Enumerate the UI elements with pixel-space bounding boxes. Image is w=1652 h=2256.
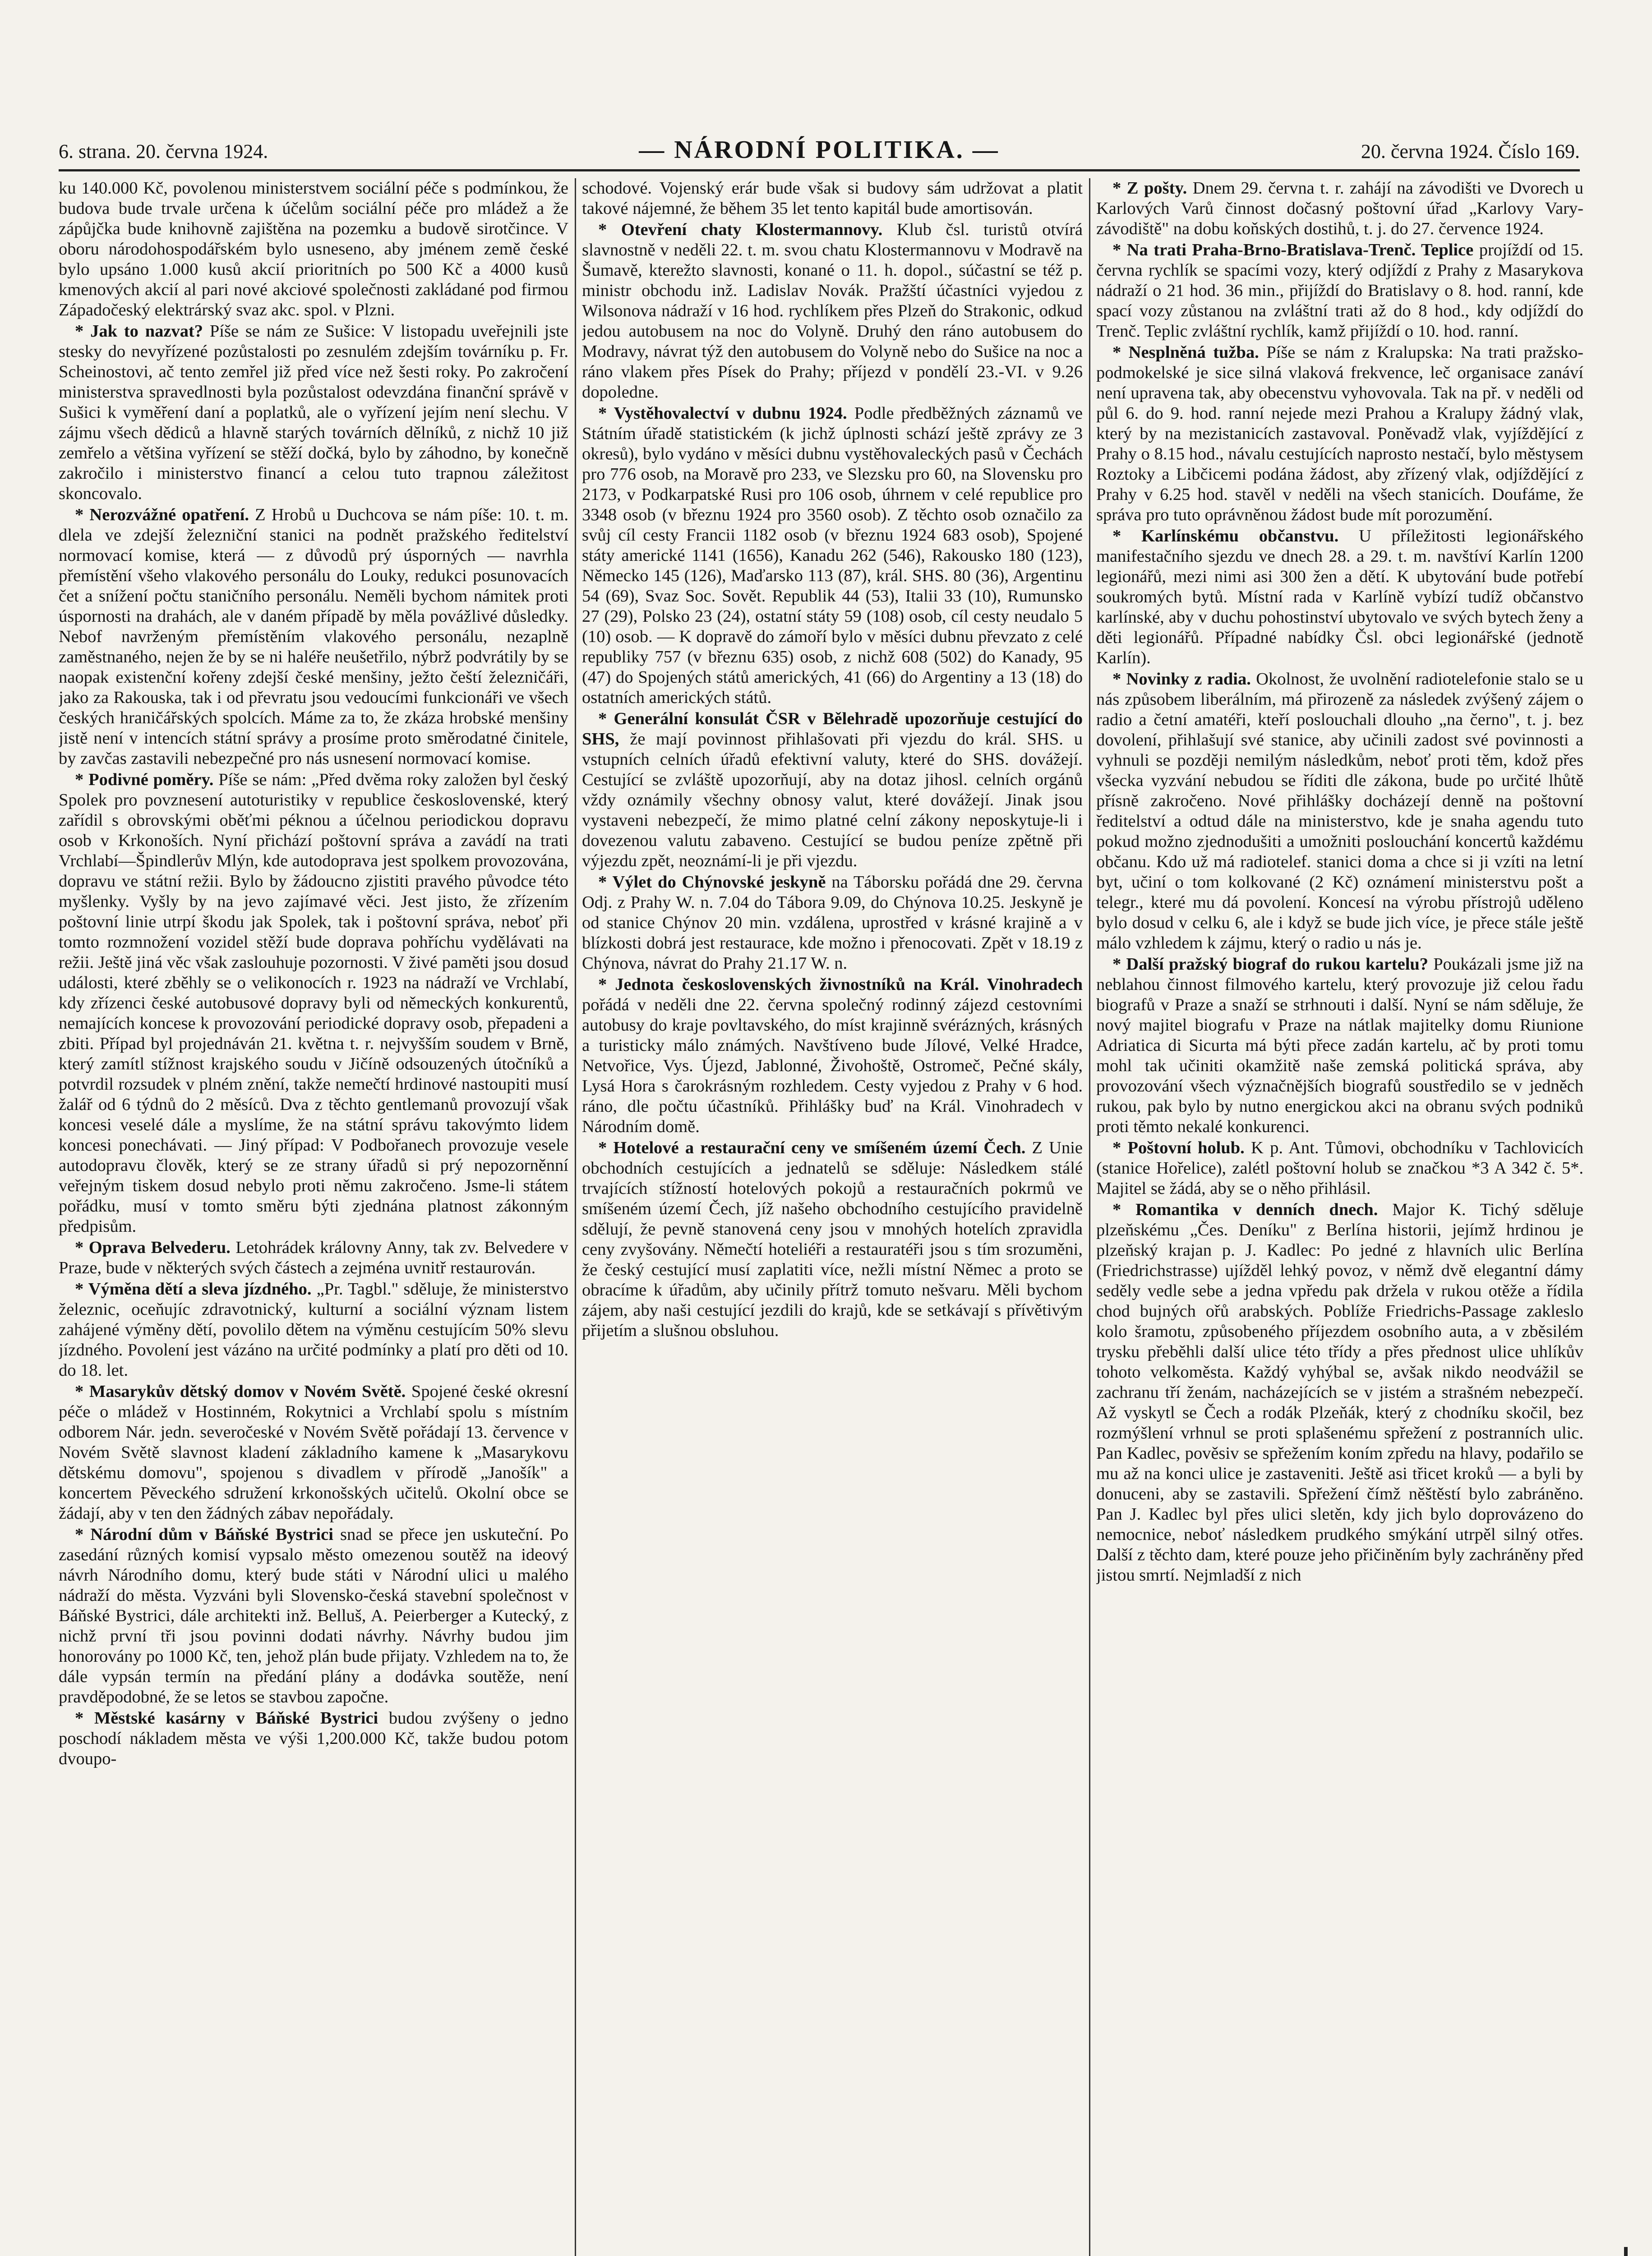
article-paragraph (1096, 1138, 1583, 1199)
article-paragraph (59, 1279, 568, 1381)
article-paragraph (582, 403, 1083, 708)
article-body: že mají povinnost přihlašovati při vjezdu do král. SHS. u vstupních celních úřadů efektivní valuty, které do SHS. dovážejí. Cestující se zvláště upozorňují, aby na dotaz jihosl. celních orgánů vždy oznámily všechny obnosy valut, které dovážejí. Jinak jsou vystaveni nebezpečí, že mimo platné celní zákony neposkytuje-li i dovezenou valutu zabaveno. Cestující se budou peníze zpětně při výjezdu zpět, neoznámí-li je při vjezdu. (582, 730, 1083, 870)
article-paragraph (1096, 178, 1583, 239)
article-paragraph (1096, 1200, 1583, 1586)
article-body: Poukázali jsme již na neblahou činnost filmového kartelu, který provozuje již celou řadu biografů v Praze a snaží se strhnouti i další. Nyní se nám sděluje, že nový majitel biografu v Praze na nátlak majitelky domu Riunione Adriatica di Sicurta má býti přece zadán kartelu, ač by proti tomu mohl tak učiniti okamžitě naše zemská politická správa, aby provozování všech význačnějších biografů soustředilo se v jedněch rukou, pak bylo by nutno energickou akci na obranu svých podniků proti těmto nekalé konkurenci. (1096, 955, 1583, 1136)
article-headline: * Výměna dětí a sleva jízdného. (75, 1280, 312, 1299)
article-paragraph (582, 975, 1083, 1137)
article-column-1 (59, 178, 568, 2256)
article-paragraph (59, 321, 568, 504)
article-paragraph (59, 1525, 568, 1707)
article-body: Okolnost, že uvolnění radiotelefonie stalo se u nás způsobem liberálním, má přirozeně za následek zvýšený zájem o radio a četní amatéři, kteří poslouchali dlouho „na černo", t. j. bez dovolení, přihlašují své stanice, aby učinili zadost své povinnosti a vyhnuli se později nemilým následkům, neboť proti těm, kdož přes všecka vyzvání nebudou se říditi dle zákona, bude po určité lhůtě přísně zakročeno. Nové přihlášky docházejí denně na poštovní ředitelství a odtud dále na ministerstvo, kde je snaha agendu tuto pokud možno zjednodušiti a umožniti poslouchání koncertů každému občanu. Kdo už má radiotelef. stanici doma a chce si ji vzíti na letní byt, učiní o tom kolkované (2 Kč) oznámení ministerstvu pošt a telegr., které mu dá povolení. Koncesí na výrobu přístrojů uděleno bylo dosud v celku 6, ale i když se bude jich více, je přece stále ještě málo vzhledem k zájmu, který o radio u nás je. (1096, 670, 1583, 952)
article-headline: * Výlet do Chýnovské jeskyně (598, 873, 826, 892)
article-paragraph (59, 1382, 568, 1524)
article-paragraph (59, 505, 568, 769)
article-body: K p. Ant. Tůmovi, obchodníku v Tachlovicích (stanice Hořelice), zalétl poštovní holub se značkou *3 A 342 č. 5*. Majitel se žádá, aby se o něho přihlásil. (1096, 1138, 1583, 1198)
article-headline: * Městské kasárny v Báňské Bystrici (75, 1709, 378, 1728)
article-headline: * Romantika v denních dnech. (1112, 1200, 1378, 1219)
article-column-3 (1096, 178, 1583, 2256)
article-paragraph (582, 872, 1083, 974)
article-body: pořádá v neděli dne 22. června společný rodinný zájezd cestovními autobusy do kraje povltavského, do míst krajinně svérázných, krásných a turisticky málo známých. Navštíveno bude Jílové, Velké Hradce, Netvořice, Vys. Újezd, Jablonné, Živohoště, Ostromeč, Pečné skály, Lysá Hora s čarokrásným rozhledem. Cesty vyjedou z Prahy v 6 hod. ráno, dle počtu účastníků. Přihlášky buď na Král. Vinohradech v Národním domě. (582, 995, 1083, 1136)
article-paragraph (59, 1238, 568, 1278)
date-issue-number: 20. června 1924. Číslo 169. (1361, 140, 1580, 162)
article-paragraph (582, 178, 1083, 219)
article-body: snad se přece jen uskuteční. Po zasedání různých komisí vypsalo město omezenou soutěž na ideový návrh Národního domu, který bude státi v Národní ulici u malého nádraží do města. Vyzváni byli Slovensko-česká stavební společnost v Báňské Bystrici, dále architekti inž. Belluš, A. Peierberger a Kutecký, z nichž první tři jsou povinni dodati návrhy. Návrhy budou jim honorovány po 1000 Kč, ten, jehož plán bude přijaty. Vzhledem na to, že dále vypsán termín na předání plány a dodávka soutěže, není pravděpodobné, že se letos se stavbou započne. (59, 1525, 568, 1706)
article-headline: * Na trati Praha-Brno-Bratislava-Trenč. Teplice (1112, 240, 1474, 259)
article-body: ku 140.000 Kč, povolenou ministerstvem sociální péče s podmínkou, že budova bude trvale určena k účelům sociální péče pro mládež a že zápůjčka bude knihovně zajištěna na pozemku a budově sirotčince. V oboru národohospodářském bylo usneseno, aby jménem země české bylo upsáno 1.000 kusů akcií prioritních po 500 Kč a 4000 kusů kmenových akcií al pari nové akciové společnosti zakládané pod firmou Západočeský elektrárský svaz akc. spol. v Plzni. (59, 179, 568, 319)
article-headline: * Nesplněná tužba. (1112, 343, 1259, 362)
article-body: na Táborsku pořádá dne 29. června Odj. z Prahy W. n. 7.04 do Tábora 9.09, do Chýnova 10.25. Jeskyně je od stanice Chýnov 20 min. vzdálena, uprostřed v krásné krajině a v blízkosti dobrá jest restaurace, kde možno i přenocovati. Zpět v 18.19 z Chýnova, návrat do Prahy 21.17 W. n. (582, 873, 1083, 973)
article-headline: * Jednota československých živnostníků na Král. Vinohradech (598, 975, 1083, 994)
article-headline: * Z pošty. (1112, 179, 1187, 198)
article-paragraph (59, 770, 568, 1237)
article-paragraph (582, 220, 1083, 402)
article-body: Letohrádek královny Anny, tak zv. Belvedere v Praze, bude v některých svých částech a zejména uvnitř restaurován. (59, 1238, 568, 1277)
article-body: budou zvýšeny o jedno poschodí nákladem města ve výši 1,200.000 Kč, takže budou potom dvoupo- (59, 1709, 568, 1768)
article-body: Podle předběžných záznamů ve Státním úřadě statistickém (k jichž úplnosti schází ještě zprávy ze 3 okresů), bylo vydáno v měsíci dubnu vystěhovaleckých pasů v Čechách pro 776 osob, na Moravě pro 233, ve Slezsku pro 60, na Slovensku pro 2173, v Podkarpatské Rusi pro 106 osob, úhrnem v celé republice pro 3348 osob (v březnu 1924 pro 3560 osob). Z těchto osob označilo za svůj cíl cesty Francii 1182 osob (v březnu 1924 683 osob), Spojené státy americké 1141 (1656), Kanadu 262 (546), Rakousko 180 (123), Německo 145 (126), Maďarsko 113 (87), král. SHS. 80 (36), Argentinu 54 (69), Svaz Soc. Sovět. Republik 44 (53), Italii 33 (10), Rumunsko 27 (29), Polsko 23 (24), ostatní státy 59 (108) osob, cíl cesty neudalo 5 (10) osob. — K dopravě do zámoří bylo v měsíci dubnu převzato z celé republiky 757 (v březnu 635) osob, z nichž 608 (502) do Kanady, 95 (47) do Spojených států amerických, 41 (66) do Argentiny a 13 (18) do ostatních amerických států. (582, 404, 1083, 707)
article-headline: * Masarykův dětský domov v Novém Světě. (75, 1382, 406, 1401)
article-headline: * Vystěhovalectví v dubnu 1924. (598, 404, 847, 423)
article-headline: * Poštovní holub. (1112, 1138, 1245, 1157)
page-number-date: 6. strana. 20. června 1924. (59, 140, 268, 162)
article-body: Z Unie obchodních cestujících a jednatelů se sděluje: Následkem stálé trvajících stížností hotelových pokojů a restauračních pokrmů ve smíšeném území Čech, jíž našeho obchodního cestujícího pravidelně sdělují, že pevně stanovená ceny jsou v mnohých hotelích zpravidla ceny zvyšovány. Němečtí hoteliéři a restauratéři jsou s tím srozuměni, že český cestující musí zaplatiti více, nežli místní Němec a proto se obracíme k úřadům, aby učinily přítrž tomuto nešvaru. Měli bychom zájem, aby naši cestující jezdili do krajů, kde se setkávají s přívětivým přijetím a slušnou obsluhou. (582, 1138, 1083, 1340)
article-body: Píše se nám z Kralupska: Na trati pražsko-podmokelské je sice silná vlaková frekvence, leč organisace zanáví není upravena tak, aby obecenstvu vyhovovala. Tak na př. v neděli od půl 6. do 9. hod. ranní nejede mezi Prahou a Kralupy žádný vlak, který by na mezistanicích zastavoval. Poněvadž vlak, vyjíždějící z Prahy o 8.15 hod., návalu cestujících naprosto nestačí, bylo městysem Roztoky a Libčicemi podána žádost, aby zřízený vlak, odjíždějící z Prahy v 6.25 hod. stavěl v neděli na všech stanicích. Doufáme, že správa pro tuto oprávněnou žádost bude mít porozumění. (1096, 343, 1583, 524)
column-separator (575, 178, 576, 2256)
article-paragraph (1096, 240, 1583, 342)
masthead-title: — NÁRODNÍ POLITIKA. — (639, 136, 1000, 164)
article-body: „Pr. Tagbl." sděluje, že ministerstvo železnic, oceňujíc zdravotnický, kulturní a sociální význam listem zahájené výměny dětí, povolilo dětem na výměnu cestujícím 50% slevu jízdného. Povolení jest vázáno na určité podmínky a platí pro děti od 10. do 18. let. (59, 1280, 568, 1380)
column-separator (1089, 178, 1090, 2256)
header-rule (59, 169, 1580, 171)
article-headline: * Novinky z radia. (1112, 670, 1251, 689)
article-headline: * Generální konsulát ČSR v Bělehradě upozorňuje cestující do SHS, (582, 709, 1083, 749)
article-paragraph (59, 178, 568, 320)
article-headline: * Karlínskému občanstvu. (1112, 527, 1339, 546)
article-body: U příležitosti legionářského manifestačního sjezdu ve dnech 28. a 29. t. m. navštíví Karlín 1200 legionářů, mezi nimi asi 300 žen a dětí. K ubytování bude potřebí soukromých bytů. Místní rada v Karlíně vybízí tudíž občanstvo karlínské, aby v duchu pohostinství ubytovalo ve svých bytech ženy a děti legionářů. Případné nabídky Čsl. obci legionářské (jednotě Karlín). (1096, 527, 1583, 667)
article-body: schodové. Vojenský erár bude však si budovy sám udržovat a platit takové nájemné, že během 35 let tento kapitál bude amortisován. (582, 179, 1083, 218)
article-paragraph (1096, 526, 1583, 668)
article-headline: * Národní dům v Báňské Bystrici (75, 1525, 333, 1544)
article-headline: * Hotelové a restaurační ceny ve smíšeném území Čech. (598, 1138, 1026, 1157)
article-body: Klub čsl. turistů otvírá slavnostně v neděli 22. t. m. svou chatu Klostermannovu v Modravě na Šumavě, kterežto slavnosti, konané o 11. h. dopol., súčastní se též p. ministr obchodu inž. Ladislav Novák. Pražští účastníci vyjedou z Wilsonova nádraží v 16 hod. rychlíkem přes Plzeň do Strakonic, odkud jedou autobusem na noc do Volyně. Druhý den ráno autobusem do Modravy, návrat týž den autobusem do Volyně nebo do Sušice na noc a ráno vlakem přes Písek do Prahy; příjezd v pondělí 23.-VI. v 9.26 dopoledne. (582, 220, 1083, 402)
article-headline: * Podivné poměry. (75, 770, 214, 789)
article-column-2 (582, 178, 1083, 2256)
article-headline: * Jak to nazvat? (75, 322, 203, 341)
article-body: Major K. Tichý sděluje plzeňskému „Čes. Deníku" z Berlína historii, jejímž hrdinou je plzeňský krajan p. J. Kadlec: Po jedné z hlavních ulic Berlína (Friedrichstrasse) ujížděl lehký povoz, v němž dvě elegantní dámy seděly vedle sebe a jedna vpředu pak držela v rukou otěže a řídila chod bujných ořů arabských. Poblíže Friedrichs-Passage zakleslo kolo šramotu, způsobeného příjezdem osobního auta, a v zběsilém trysku přeběhli další ulice této třídy a přes přednost ulice uhlíkův tohoto velkoměsta. Každý vyhýbal se, avšak nikdo neodvážil se zachranu tří ženám, nacházejících se v jistém a strašném nebezpečí. Až vyskytl se Čech a rodák Plzeňák, který z chodníku skočil, bez rozmýšlení vrhnul se proti splašenému spřežení z postranních ulic. Pan Kadlec, pověsiv se spřežením koním zpředu na hlavy, podařilo se mu až na konci ulice je zastaveniti. Ještě asi třicet kroků — a byli by donuceni, aby se zastavili. Spřežení čímž něštěstí bylo zabráněno. Pan J. Kadlec byl přes ulici sletěn, kdy jich bylo doprovázeno do nemocnice, neboť následkem prudkého smýkání utrpěl silný otřes. Další z těchto dam, které pouze jeho přičiněním byly zachráněny před jistou smrtí. Nejmladší z nich (1096, 1200, 1583, 1585)
article-paragraph (59, 1708, 568, 1769)
article-paragraph (1096, 669, 1583, 953)
article-body: projíždí od 15. června rychlík se spacími vozy, který odjíždí z Prahy z Masarykova nádraží o 21 hod. 36 min., přijíždí do Bratislavy o 8. hod. ranní, kde spací vozy zůstanou na zvláštní trati až do 8 hod., kdy odjíždí do Trenč. Teplic zvláštní rychlík, kamž přijíždí o 10. hod. ranní. (1096, 240, 1583, 341)
article-body: Spojené české okresní péče o mládež v Hostinném, Rokytnici a Vrchlabí spolu s místním odborem Nár. jedn. severočeské v Novém Světě pořádají 13. července v Novém Světě slavnost kladení základního kamene k „Masarykovu dětskému domovu", spojenou s divadlem v přírodě „Janošík" a koncertem Pěveckého sdružení krkonošských učitelů. Okolní obce se žádají, aby v ten den žádných zábav nepořádaly. (59, 1382, 568, 1523)
article-body: Píše se nám ze Sušice: V listopadu uveřejnili jste stesky do nevyřízené pozůstalosti po zesnulém zdejším továrníku p. Fr. Scheinostovi, ač tento zemřel již před více než šesti roky. Po zakročení ministerstva spravedlnosti byla pozůstalost odevzdána finanční správě v Sušici k vyměření daní a poplatků, ale o vyřízení jejím není slechu. V zájmu všech dědiců a hlavně starých továrních dělníků, z nichž 10 již zemřelo a většina vyřízení se stěží dočká, bylo by záhodno, by konečně zakročilo i ministerstvo financí a celou tuto trapnou záležitost skoncovalo. (59, 322, 568, 503)
article-paragraph (582, 709, 1083, 871)
article-headline: * Otevření chaty Klostermannovy. (598, 220, 883, 239)
article-body: Z Hrobů u Duchcova se nám píše: 10. t. m. dlela ve zdejší železniční stanici na podnět pražského ředitelství normovací komise, která — z důvodů prý úsporných — navrhla přemístění všeho vlakového personálu do Louky, redukci posunovacích čet a snížení počtu staničního personálu. Neměli bychom námitek proti úspornosti na drahách, ale v daném případě by měla povážlivé důsledky. Nebof navrženým přemístěním vlakového personálu, nezaplně zaměstnaného, nejen že by se ni haléře neušetřilo, nýbrž podvrátily by se naopak existenční kořeny zdejší české menšiny, ježto čeští železničáři, jako za Rakouska, tak i od převratu jsou vedoucími funkcionáři ve všech českých hraničářských spolcích. Máme za to, že zkáza hrobské menšiny jistě není v intencích státní správy a prosíme proto směrodatné činitele, by zavčas zastavili nebezpečné pro nás usnesení normovací komise. (59, 505, 568, 768)
article-headline: * Oprava Belvederu. (75, 1238, 231, 1257)
article-paragraph (1096, 954, 1583, 1137)
article-paragraph (582, 1138, 1083, 1341)
article-headline: * Nerozvážné opatření. (75, 505, 249, 524)
article-body: Dnem 29. června t. r. zahájí na závodišti ve Dvorech u Karlových Varů činnost dočasný poštovní úřad „Karlovy Vary-závodiště" na dobu koňských dostihů, t. j. do 27. července 1924. (1096, 179, 1583, 238)
article-headline: * Další pražský biograf do rukou kartelu? (1112, 955, 1429, 974)
article-paragraph (1096, 342, 1583, 525)
scan-artifact (1624, 2247, 1628, 2256)
article-body: Píše se nám: „Před dvěma roky založen byl český Spolek pro povznesení autoturistiky v republice československé, který zařídil s obrovskými oběťmi péknou a účelnou periodickou dopravu osob v Krkonoších. Nyní přichází poštovní správa a zavádí na trati Vrchlabí—Špindlerův Mlýn, kde autodoprava jest spolkem provozována, dopravu ve státní režii. Bylo by žádoucno zjistiti pravého původce této myšlenky. Vyšly by na jevo zajímavé věci. Jest jisto, že zřízením poštovní linie utrpí škodu jak Spolek, tak i poštovní správa, neboť při tomto rozmnožení vozidel stěží bude doprava pohříchu vydělávati na režii. Ještě jiná věc však zaslouhuje pozornosti. V živé paměti jsou dosud události, které zběhly se o velikonocích r. 1923 na nádraží ve Vrchlabí, kdy zřízenci české autobusové dopravy byli od německých konkurentů, nemajících koncese k provozování periodické dopravy osob, přepadeni a zbiti. Případ byl projednáván 21. května t. r. nejvyšším soudem v Brně, který zamítl stížnost krajského soudu v Jičíně odsouzených útočníků a potvrdil rozsudek v plném znění, takže nemečtí hrdinové nastoupiti musí žalář od 6 týdnů do 2 měsíců. Dva z těchto gentlemanů provozují však koncesi veselé dále a myslíme, že na státní správu takovýmto lidem koncesi ponechávati. — Jiný případ: V Podbořanech provozuje vesele autodopravu člověk, který se ze strany úřadů si prý nepozorněnní veřejným tiskem dosud nebylo proti němu zakročeno. Jsme-li státem pořádku, musí v tomto směru býti zjednána platnost zákonným předpisům. (59, 770, 568, 1236)
